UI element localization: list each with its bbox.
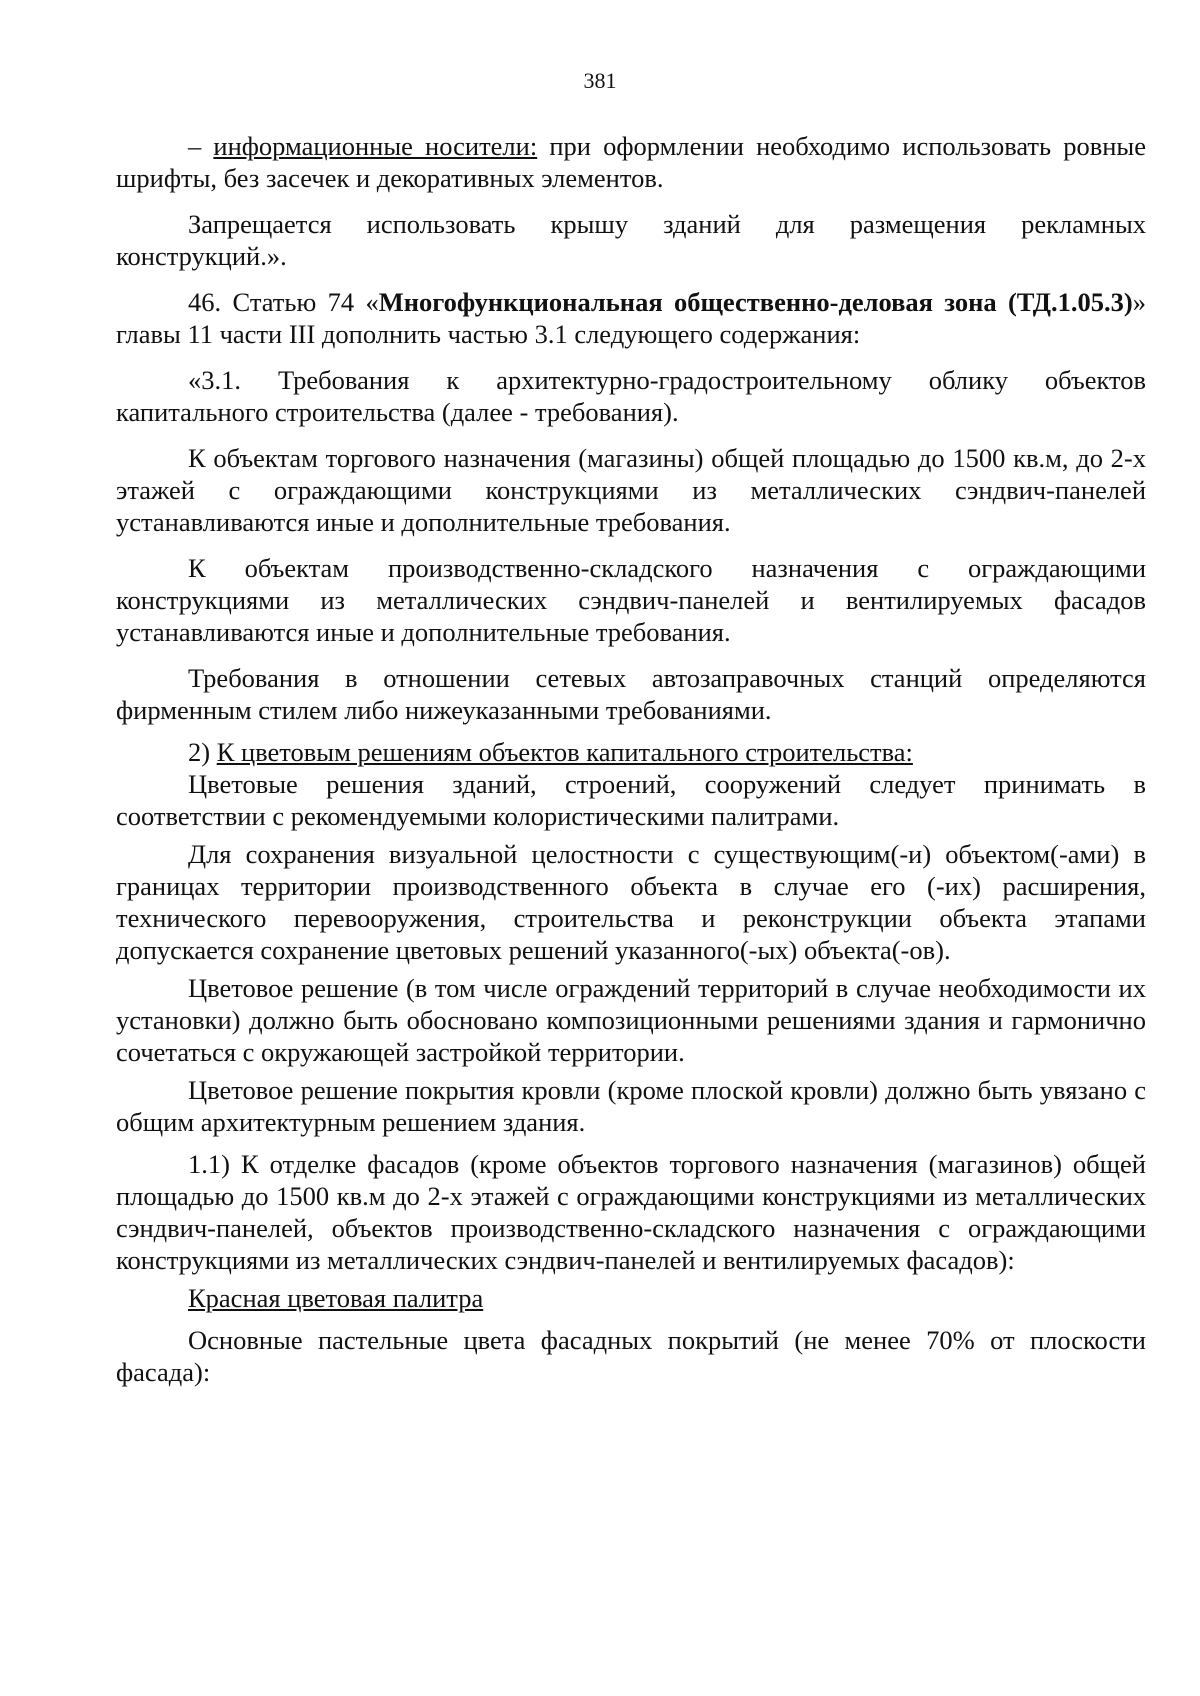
paragraph-facade-finishing: 1.1) К отделке фасадов (кроме объектов торгового назначения (магазинов) общей площадью до 1500 кв.м до 2-х этажей с ограждающими конструкциями из металлических сэндвич-панелей, объектов производственно-складского назначения с ограждающими конструкциями из металлических сэндвич-панелей и вентилируемых фасадов):	[116, 1149, 1146, 1275]
list-dash: –	[188, 131, 214, 161]
zone-title: Многофункциональная общественно-деловая зона (ТД.1.05.3)	[378, 287, 1133, 317]
paragraph-color-solutions: Цветовые решения зданий, строений, сооружений следует принимать в соответствии с рекомендуемыми колористическими палитрами.	[116, 769, 1146, 831]
paragraph-info-carriers	[116, 130, 1146, 194]
underlined-term: информационные носители:	[213, 131, 538, 161]
paragraph-gas-stations: Требования в отношении сетевых автозаправочных станций определяются фирменным стилем либо нижеуказанными требованиями.	[116, 663, 1146, 725]
document-body	[116, 130, 1146, 1388]
palette-heading: Красная цветовая палитра	[188, 1283, 484, 1313]
item-number: 2)	[188, 737, 217, 767]
paragraph-visual-integrity: Для сохранения визуальной целостности с существующим(-и) объектом(-ами) в границах территории производственного объекта в случае его (-их) расширения, технического перевооружения, строительства и реконструкции объекта этапами допускается сохранение цветовых решений указанного(-ых) объекта(-ов).	[116, 839, 1146, 965]
paragraph-text: при оформлении необходимо использовать ровные шрифты, без засечек и декоративных элементов.	[116, 131, 1146, 193]
color-section-title: К цветовым решениям объектов капитального строительства:	[216, 737, 913, 767]
article-prefix: 46. Статью 74 «	[188, 287, 379, 317]
page-number: 381	[583, 68, 617, 93]
paragraph-pastel-colors: Основные пастельные цвета фасадных покрытий (не менее 70% от плоскости фасада):	[116, 1325, 1146, 1387]
paragraph-section-3-1: «3.1. Требования к архитектурно-градостроительному облику объектов капитального строительства (далее - требования).	[116, 365, 1146, 427]
paragraph-warehouse-objects: К объектам производственно-складского назначения с ограждающими конструкциями из металлических сэндвич-панелей и вентилируемых фасадов устанавливаются иные и дополнительные требования.	[116, 553, 1146, 647]
paragraph-fence-colors: Цветовое решение (в том числе ограждений территорий в случае необходимости их установки) должно быть обосновано композиционными решениями здания и гармонично сочетаться с окружающей застройкой территории.	[116, 973, 1146, 1067]
paragraph-article-46	[116, 286, 1146, 350]
paragraph-color-heading	[116, 736, 1146, 768]
paragraph-retail-objects: К объектам торгового назначения (магазины) общей площадью до 1500 кв.м, до 2-х этажей с ограждающими конструкциями из металлических сэндвич-панелей устанавливаются иные и дополнительные требования.	[116, 443, 1146, 537]
paragraph-roof-ban: Запрещается использовать крышу зданий для размещения рекламных конструкций.».	[116, 209, 1146, 271]
paragraph-roof-colors: Цветовое решение покрытия кровли (кроме плоской кровли) должно быть увязано с общим архитектурным решением здания.	[116, 1075, 1146, 1137]
paragraph-text: » главы 11 части III дополнить частью 3.1 следующего содержания:	[116, 287, 1146, 349]
